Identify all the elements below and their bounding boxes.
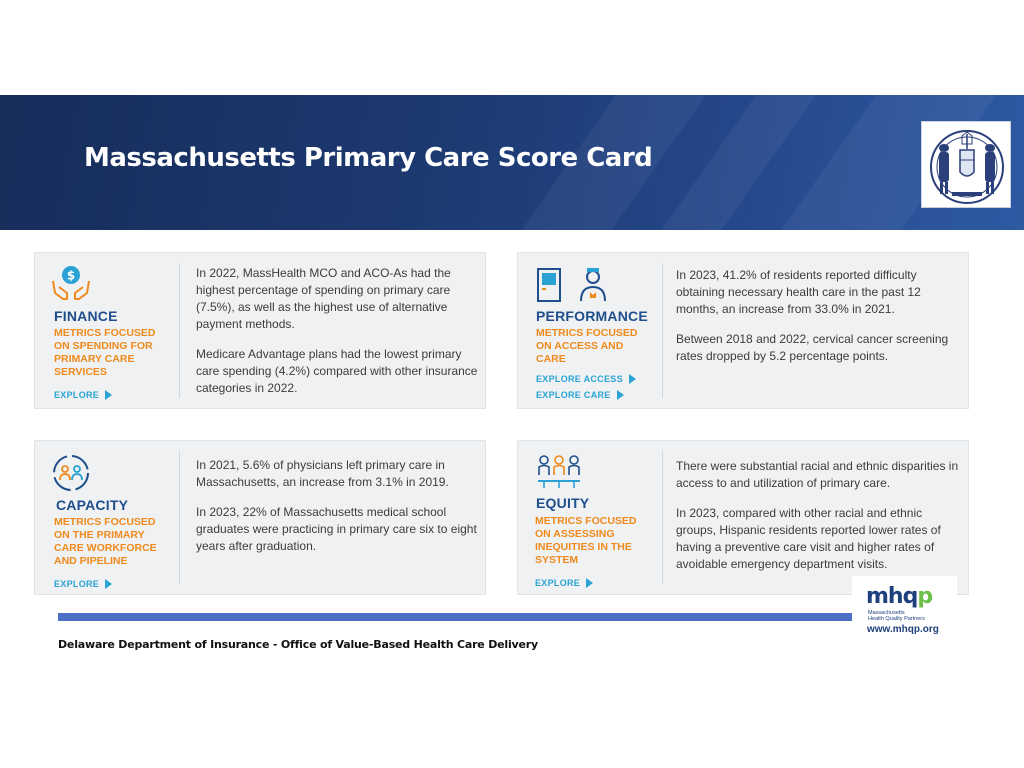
capacity-paragraph: In 2021, 5.6% of physicians left primary care in Massachusetts, an increase from 3.1% in 2019. (196, 458, 449, 489)
mhqp-url[interactable]: www.mhqp.org (867, 624, 939, 635)
svg-text:$: $ (66, 268, 76, 283)
equity-heading: EQUITY (536, 495, 590, 511)
capacity-paragraph: In 2023, 22% of Massachusetts medical school graduates were practicing in primary care six to eight years after graduation. (196, 505, 477, 553)
footer-divider-bar (58, 613, 858, 621)
equity-paragraph: In 2023, compared with other racial and ethnic groups, Hispanic residents reported lower rates of having a preventive care visit and higher rates of avoidable emergency department visits. (676, 506, 941, 571)
capacity-card (34, 440, 486, 595)
header-banner (0, 95, 1024, 230)
finance-paragraph: Medicare Advantage plans had the lowest primary care spending (4.2%) compared with other insurance categories in 2022. (196, 347, 478, 395)
explore-care-link[interactable]: EXPLORE CARE (536, 390, 624, 400)
people-group-icon (536, 453, 582, 496)
finance-card (34, 252, 486, 409)
play-arrow-icon (105, 579, 112, 589)
seal-icon (922, 122, 1012, 209)
people-cycle-icon (51, 453, 91, 498)
performance-paragraph: Between 2018 and 2022, cervical cancer screening rates dropped by 5.2 percentage points. (676, 332, 949, 363)
performance-card (517, 252, 969, 409)
hands-dollar-icon (49, 263, 93, 308)
mhqp-tagline: Massachusetts Health Quality Partners (868, 610, 925, 622)
footer-text: Delaware Department of Insurance - Office of Value-Based Health Care Delivery (58, 638, 538, 651)
finance-heading: FINANCE (54, 308, 118, 324)
play-arrow-icon (629, 374, 636, 384)
performance-paragraph: In 2023, 41.2% of residents reported difficulty obtaining necessary health care in the past 12 months, an increase from 33.0% in 2021. (676, 268, 921, 316)
explore-access-link[interactable]: EXPLORE ACCESS (536, 374, 636, 384)
finance-paragraph: In 2022, MassHealth MCO and ACO-As had the highest percentage of spending on primary care (7.5%), as well as the highest use of alternative payment methods. (196, 266, 451, 331)
equity-explore-link[interactable]: EXPLORE (535, 578, 593, 588)
play-arrow-icon (617, 390, 624, 400)
equity-card (517, 440, 969, 595)
finance-subtitle: METRICS FOCUSED ON SPENDING FOR PRIMARY CARE SERVICES (54, 327, 156, 378)
door-nurse-icon (536, 265, 610, 310)
page-title: Massachusetts Primary Care Score Card (84, 143, 653, 173)
play-arrow-icon (105, 390, 112, 400)
equity-paragraph: There were substantial racial and ethnic disparities in access to and utilization of primary care. (676, 459, 959, 490)
play-arrow-icon (586, 578, 593, 588)
capacity-heading: CAPACITY (56, 497, 129, 513)
mhqp-wordmark: mhqp (866, 584, 933, 609)
state-seal-logo (921, 121, 1011, 208)
performance-subtitle: METRICS FOCUSED ON ACCESS AND CARE (536, 327, 638, 365)
equity-subtitle: METRICS FOCUSED ON ASSESSING INEQUITIES IN THE SYSTEM (535, 515, 637, 566)
capacity-explore-link[interactable]: EXPLORE (54, 579, 112, 589)
performance-heading: PERFORMANCE (536, 308, 648, 324)
capacity-subtitle: METRICS FOCUSED ON THE PRIMARY CARE WORKFORCE AND PIPELINE (54, 516, 157, 567)
finance-explore-link[interactable]: EXPLORE (54, 390, 112, 400)
